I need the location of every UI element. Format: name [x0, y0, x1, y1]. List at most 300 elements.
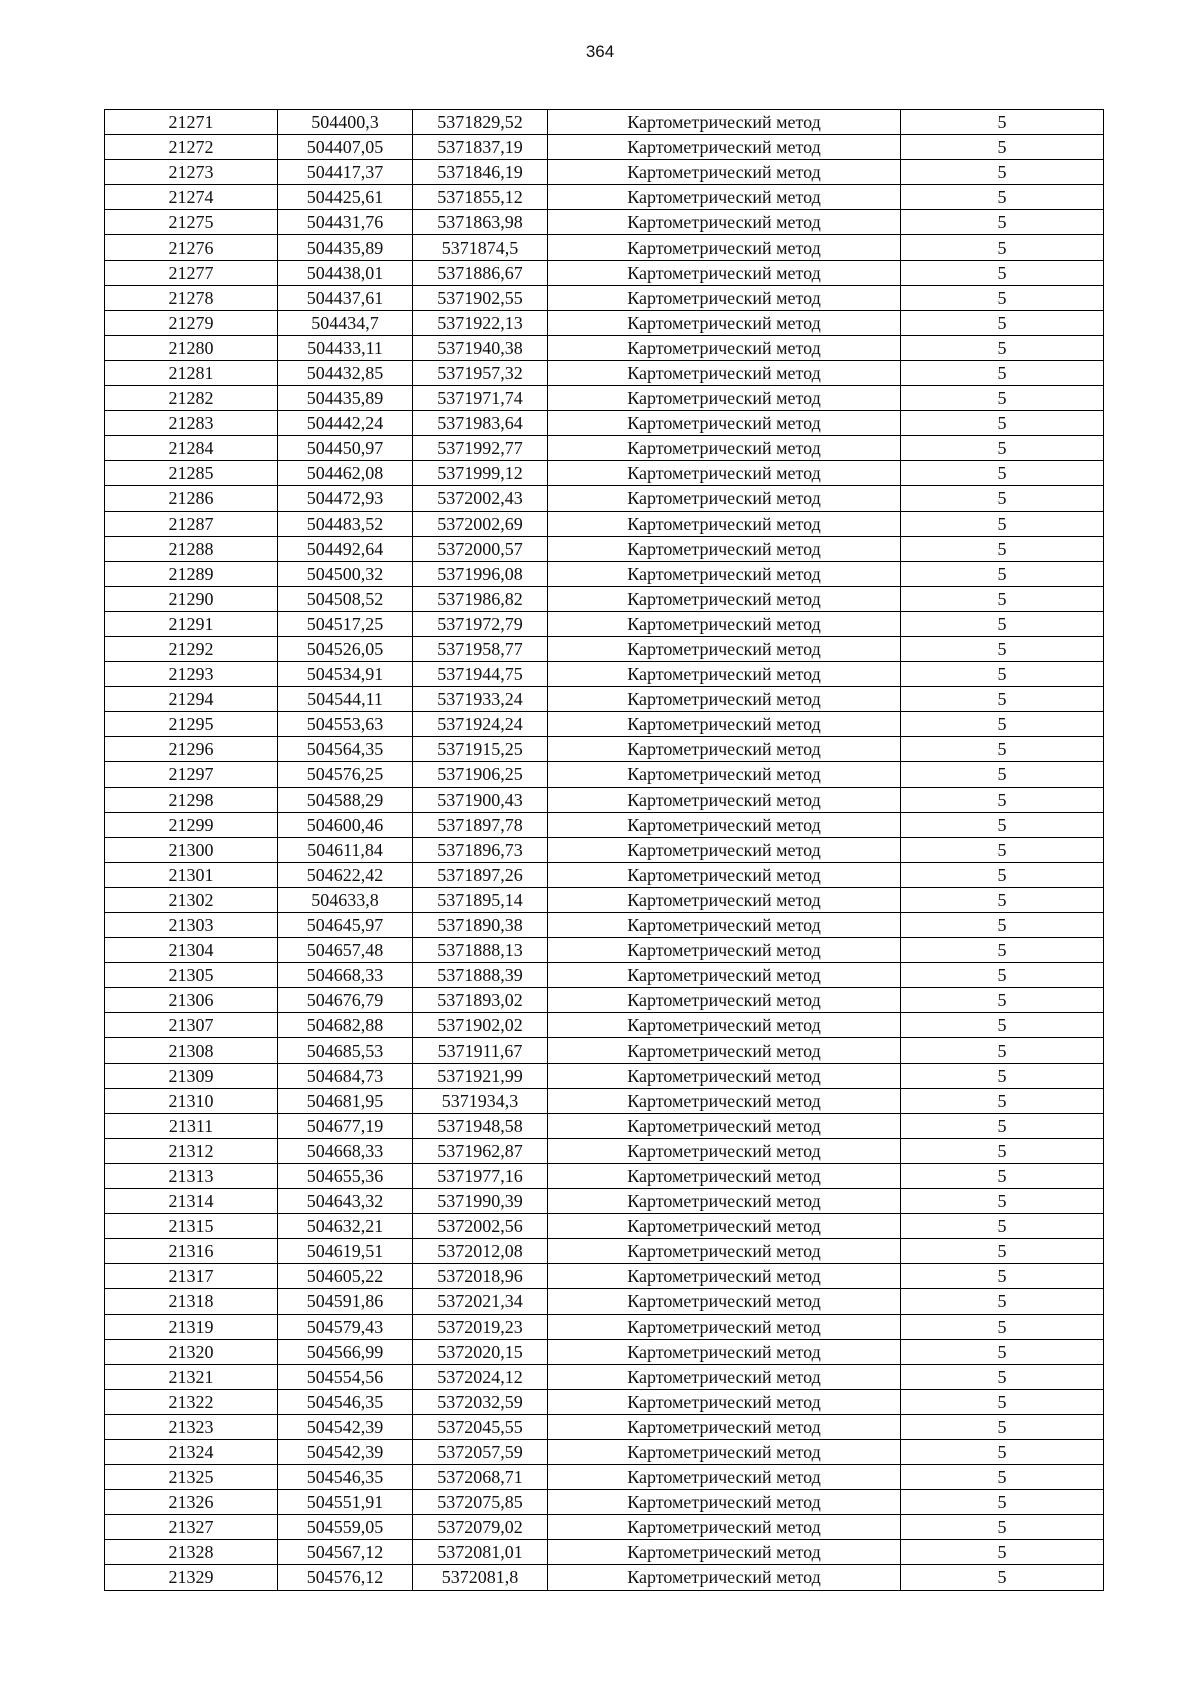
point-number-cell: 21284: [105, 436, 278, 461]
method-cell: Картометрический метод: [548, 1314, 901, 1339]
table-row: [105, 1189, 1104, 1214]
method-cell: Картометрический метод: [548, 411, 901, 436]
x-coordinate-cell: 504407,05: [278, 135, 413, 160]
x-coordinate-cell: 504400,3: [278, 110, 413, 135]
y-coordinate-cell: 5371996,08: [413, 561, 548, 586]
y-coordinate-cell: 5371992,77: [413, 436, 548, 461]
point-number-cell: 21313: [105, 1163, 278, 1188]
x-coordinate-cell: 504534,91: [278, 662, 413, 687]
x-coordinate-cell: 504434,7: [278, 310, 413, 335]
table-row: [105, 335, 1104, 360]
point-number-cell: 21300: [105, 837, 278, 862]
table-row: [105, 1490, 1104, 1515]
accuracy-cell: 5: [901, 1113, 1104, 1138]
point-number-cell: 21311: [105, 1113, 278, 1138]
y-coordinate-cell: 5372019,23: [413, 1314, 548, 1339]
point-number-cell: 21309: [105, 1063, 278, 1088]
accuracy-cell: 5: [901, 310, 1104, 335]
method-cell: Картометрический метод: [548, 762, 901, 787]
x-coordinate-cell: 504559,05: [278, 1515, 413, 1540]
method-cell: Картометрический метод: [548, 1264, 901, 1289]
table-row: [105, 135, 1104, 160]
table-row: [105, 110, 1104, 135]
point-number-cell: 21281: [105, 360, 278, 385]
accuracy-cell: 5: [901, 160, 1104, 185]
accuracy-cell: 5: [901, 837, 1104, 862]
accuracy-cell: 5: [901, 737, 1104, 762]
method-cell: Картометрический метод: [548, 185, 901, 210]
method-cell: Картометрический метод: [548, 1189, 901, 1214]
method-cell: Картометрический метод: [548, 335, 901, 360]
point-number-cell: 21273: [105, 160, 278, 185]
y-coordinate-cell: 5372018,96: [413, 1264, 548, 1289]
method-cell: Картометрический метод: [548, 561, 901, 586]
method-cell: Картометрический метод: [548, 611, 901, 636]
y-coordinate-cell: 5371837,19: [413, 135, 548, 160]
table-row: [105, 687, 1104, 712]
x-coordinate-cell: 504437,61: [278, 285, 413, 310]
point-number-cell: 21298: [105, 787, 278, 812]
y-coordinate-cell: 5372002,56: [413, 1214, 548, 1239]
x-coordinate-cell: 504591,86: [278, 1289, 413, 1314]
accuracy-cell: 5: [901, 812, 1104, 837]
table-row: [105, 812, 1104, 837]
accuracy-cell: 5: [901, 135, 1104, 160]
x-coordinate-cell: 504435,89: [278, 235, 413, 260]
x-coordinate-cell: 504546,35: [278, 1465, 413, 1490]
method-cell: Картометрический метод: [548, 260, 901, 285]
method-cell: Картометрический метод: [548, 687, 901, 712]
table-row: [105, 1314, 1104, 1339]
x-coordinate-cell: 504500,32: [278, 561, 413, 586]
table-row: [105, 185, 1104, 210]
y-coordinate-cell: 5371888,13: [413, 938, 548, 963]
point-number-cell: 21287: [105, 511, 278, 536]
point-number-cell: 21314: [105, 1189, 278, 1214]
x-coordinate-cell: 504611,84: [278, 837, 413, 862]
y-coordinate-cell: 5371986,82: [413, 586, 548, 611]
x-coordinate-cell: 504472,93: [278, 486, 413, 511]
accuracy-cell: 5: [901, 1189, 1104, 1214]
point-number-cell: 21320: [105, 1339, 278, 1364]
y-coordinate-cell: 5371863,98: [413, 210, 548, 235]
method-cell: Картометрический метод: [548, 160, 901, 185]
table-row: [105, 1465, 1104, 1490]
accuracy-cell: 5: [901, 1314, 1104, 1339]
y-coordinate-cell: 5372000,57: [413, 536, 548, 561]
y-coordinate-cell: 5371948,58: [413, 1113, 548, 1138]
accuracy-cell: 5: [901, 1138, 1104, 1163]
y-coordinate-cell: 5371958,77: [413, 636, 548, 661]
method-cell: Картометрический метод: [548, 135, 901, 160]
y-coordinate-cell: 5371921,99: [413, 1063, 548, 1088]
y-coordinate-cell: 5372081,01: [413, 1540, 548, 1565]
accuracy-cell: 5: [901, 1289, 1104, 1314]
x-coordinate-cell: 504425,61: [278, 185, 413, 210]
table-row: [105, 1013, 1104, 1038]
accuracy-cell: 5: [901, 561, 1104, 586]
y-coordinate-cell: 5371874,5: [413, 235, 548, 260]
accuracy-cell: 5: [901, 762, 1104, 787]
table-row: [105, 636, 1104, 661]
coordinates-table: [104, 109, 1104, 1591]
method-cell: Картометрический метод: [548, 787, 901, 812]
table-row: [105, 260, 1104, 285]
point-number-cell: 21306: [105, 988, 278, 1013]
method-cell: Картометрический метод: [548, 511, 901, 536]
accuracy-cell: 5: [901, 913, 1104, 938]
y-coordinate-cell: 5371900,43: [413, 787, 548, 812]
point-number-cell: 21293: [105, 662, 278, 687]
y-coordinate-cell: 5371944,75: [413, 662, 548, 687]
accuracy-cell: 5: [901, 611, 1104, 636]
x-coordinate-cell: 504668,33: [278, 1138, 413, 1163]
y-coordinate-cell: 5371922,13: [413, 310, 548, 335]
table-row: [105, 561, 1104, 586]
method-cell: Картометрический метод: [548, 436, 901, 461]
method-cell: Картометрический метод: [548, 1565, 901, 1590]
table-row: [105, 938, 1104, 963]
y-coordinate-cell: 5372057,59: [413, 1439, 548, 1464]
x-coordinate-cell: 504622,42: [278, 862, 413, 887]
table-row: [105, 360, 1104, 385]
point-number-cell: 21305: [105, 963, 278, 988]
method-cell: Картометрический метод: [548, 837, 901, 862]
point-number-cell: 21274: [105, 185, 278, 210]
point-number-cell: 21271: [105, 110, 278, 135]
table-row: [105, 486, 1104, 511]
accuracy-cell: 5: [901, 511, 1104, 536]
y-coordinate-cell: 5372024,12: [413, 1364, 548, 1389]
y-coordinate-cell: 5371895,14: [413, 887, 548, 912]
y-coordinate-cell: 5371902,55: [413, 285, 548, 310]
table-row: [105, 511, 1104, 536]
x-coordinate-cell: 504508,52: [278, 586, 413, 611]
method-cell: Картометрический метод: [548, 812, 901, 837]
accuracy-cell: 5: [901, 1540, 1104, 1565]
x-coordinate-cell: 504554,56: [278, 1364, 413, 1389]
point-number-cell: 21296: [105, 737, 278, 762]
x-coordinate-cell: 504579,43: [278, 1314, 413, 1339]
table-row: [105, 1389, 1104, 1414]
point-number-cell: 21321: [105, 1364, 278, 1389]
x-coordinate-cell: 504462,08: [278, 461, 413, 486]
point-number-cell: 21325: [105, 1465, 278, 1490]
table-row: [105, 1239, 1104, 1264]
accuracy-cell: 5: [901, 887, 1104, 912]
table-row: [105, 411, 1104, 436]
accuracy-cell: 5: [901, 662, 1104, 687]
method-cell: Картометрический метод: [548, 712, 901, 737]
method-cell: Картометрический метод: [548, 1138, 901, 1163]
method-cell: Картометрический метод: [548, 1163, 901, 1188]
method-cell: Картометрический метод: [548, 938, 901, 963]
table-row: [105, 837, 1104, 862]
table-row: [105, 611, 1104, 636]
accuracy-cell: 5: [901, 1439, 1104, 1464]
y-coordinate-cell: 5372021,34: [413, 1289, 548, 1314]
point-number-cell: 21288: [105, 536, 278, 561]
accuracy-cell: 5: [901, 862, 1104, 887]
x-coordinate-cell: 504655,36: [278, 1163, 413, 1188]
y-coordinate-cell: 5372068,71: [413, 1465, 548, 1490]
x-coordinate-cell: 504619,51: [278, 1239, 413, 1264]
y-coordinate-cell: 5371972,79: [413, 611, 548, 636]
x-coordinate-cell: 504483,52: [278, 511, 413, 536]
point-number-cell: 21304: [105, 938, 278, 963]
point-number-cell: 21280: [105, 335, 278, 360]
table-row: [105, 210, 1104, 235]
method-cell: Картометрический метод: [548, 360, 901, 385]
y-coordinate-cell: 5371957,32: [413, 360, 548, 385]
point-number-cell: 21308: [105, 1038, 278, 1063]
point-number-cell: 21329: [105, 1565, 278, 1590]
point-number-cell: 21301: [105, 862, 278, 887]
point-number-cell: 21312: [105, 1138, 278, 1163]
accuracy-cell: 5: [901, 1038, 1104, 1063]
x-coordinate-cell: 504551,91: [278, 1490, 413, 1515]
y-coordinate-cell: 5371897,78: [413, 812, 548, 837]
accuracy-cell: 5: [901, 335, 1104, 360]
point-number-cell: 21279: [105, 310, 278, 335]
y-coordinate-cell: 5371934,3: [413, 1088, 548, 1113]
y-coordinate-cell: 5371902,02: [413, 1013, 548, 1038]
table-row: [105, 1214, 1104, 1239]
method-cell: Картометрический метод: [548, 1540, 901, 1565]
accuracy-cell: 5: [901, 1264, 1104, 1289]
x-coordinate-cell: 504682,88: [278, 1013, 413, 1038]
x-coordinate-cell: 504605,22: [278, 1264, 413, 1289]
table-row: [105, 1515, 1104, 1540]
method-cell: Картометрический метод: [548, 662, 901, 687]
y-coordinate-cell: 5371893,02: [413, 988, 548, 1013]
y-coordinate-cell: 5371846,19: [413, 160, 548, 185]
accuracy-cell: 5: [901, 1163, 1104, 1188]
accuracy-cell: 5: [901, 1339, 1104, 1364]
y-coordinate-cell: 5371829,52: [413, 110, 548, 135]
x-coordinate-cell: 504432,85: [278, 360, 413, 385]
method-cell: Картометрический метод: [548, 1063, 901, 1088]
y-coordinate-cell: 5372020,15: [413, 1339, 548, 1364]
point-number-cell: 21277: [105, 260, 278, 285]
x-coordinate-cell: 504676,79: [278, 988, 413, 1013]
x-coordinate-cell: 504517,25: [278, 611, 413, 636]
y-coordinate-cell: 5371896,73: [413, 837, 548, 862]
method-cell: Картометрический метод: [548, 1088, 901, 1113]
x-coordinate-cell: 504645,97: [278, 913, 413, 938]
point-number-cell: 21295: [105, 712, 278, 737]
coordinates-table-body: [105, 110, 1104, 1591]
accuracy-cell: 5: [901, 461, 1104, 486]
method-cell: Картометрический метод: [548, 461, 901, 486]
accuracy-cell: 5: [901, 636, 1104, 661]
table-row: [105, 712, 1104, 737]
x-coordinate-cell: 504433,11: [278, 335, 413, 360]
method-cell: Картометрический метод: [548, 1339, 901, 1364]
method-cell: Картометрический метод: [548, 1465, 901, 1490]
table-row: [105, 1038, 1104, 1063]
point-number-cell: 21307: [105, 1013, 278, 1038]
method-cell: Картометрический метод: [548, 963, 901, 988]
x-coordinate-cell: 504681,95: [278, 1088, 413, 1113]
table-row: [105, 1163, 1104, 1188]
method-cell: Картометрический метод: [548, 110, 901, 135]
x-coordinate-cell: 504435,89: [278, 386, 413, 411]
x-coordinate-cell: 504553,63: [278, 712, 413, 737]
accuracy-cell: 5: [901, 210, 1104, 235]
method-cell: Картометрический метод: [548, 1214, 901, 1239]
method-cell: Картометрический метод: [548, 913, 901, 938]
table-row: [105, 1264, 1104, 1289]
y-coordinate-cell: 5371886,67: [413, 260, 548, 285]
accuracy-cell: 5: [901, 1490, 1104, 1515]
method-cell: Картометрический метод: [548, 988, 901, 1013]
method-cell: Картометрический метод: [548, 1289, 901, 1314]
page-number: 364: [585, 42, 615, 61]
point-number-cell: 21290: [105, 586, 278, 611]
y-coordinate-cell: 5371971,74: [413, 386, 548, 411]
table-row: [105, 536, 1104, 561]
point-number-cell: 21322: [105, 1389, 278, 1414]
table-row: [105, 1414, 1104, 1439]
table-row: [105, 737, 1104, 762]
point-number-cell: 21299: [105, 812, 278, 837]
y-coordinate-cell: 5372032,59: [413, 1389, 548, 1414]
y-coordinate-cell: 5371999,12: [413, 461, 548, 486]
method-cell: Картометрический метод: [548, 1364, 901, 1389]
x-coordinate-cell: 504588,29: [278, 787, 413, 812]
y-coordinate-cell: 5371897,26: [413, 862, 548, 887]
method-cell: Картометрический метод: [548, 1113, 901, 1138]
y-coordinate-cell: 5372045,55: [413, 1414, 548, 1439]
x-coordinate-cell: 504567,12: [278, 1540, 413, 1565]
point-number-cell: 21282: [105, 386, 278, 411]
point-number-cell: 21286: [105, 486, 278, 511]
y-coordinate-cell: 5371977,16: [413, 1163, 548, 1188]
table-row: [105, 1113, 1104, 1138]
accuracy-cell: 5: [901, 536, 1104, 561]
method-cell: Картометрический метод: [548, 862, 901, 887]
accuracy-cell: 5: [901, 988, 1104, 1013]
accuracy-cell: 5: [901, 235, 1104, 260]
point-number-cell: 21326: [105, 1490, 278, 1515]
y-coordinate-cell: 5372012,08: [413, 1239, 548, 1264]
accuracy-cell: 5: [901, 1088, 1104, 1113]
x-coordinate-cell: 504492,64: [278, 536, 413, 561]
x-coordinate-cell: 504544,11: [278, 687, 413, 712]
point-number-cell: 21297: [105, 762, 278, 787]
y-coordinate-cell: 5371906,25: [413, 762, 548, 787]
point-number-cell: 21328: [105, 1540, 278, 1565]
table-row: [105, 1138, 1104, 1163]
table-row: [105, 285, 1104, 310]
accuracy-cell: 5: [901, 712, 1104, 737]
y-coordinate-cell: 5371933,24: [413, 687, 548, 712]
point-number-cell: 21318: [105, 1289, 278, 1314]
x-coordinate-cell: 504542,39: [278, 1439, 413, 1464]
point-number-cell: 21310: [105, 1088, 278, 1113]
method-cell: Картометрический метод: [548, 586, 901, 611]
accuracy-cell: 5: [901, 1465, 1104, 1490]
method-cell: Картометрический метод: [548, 1439, 901, 1464]
x-coordinate-cell: 504526,05: [278, 636, 413, 661]
point-number-cell: 21285: [105, 461, 278, 486]
point-number-cell: 21303: [105, 913, 278, 938]
accuracy-cell: 5: [901, 1364, 1104, 1389]
point-number-cell: 21291: [105, 611, 278, 636]
x-coordinate-cell: 504450,97: [278, 436, 413, 461]
y-coordinate-cell: 5372081,8: [413, 1565, 548, 1590]
x-coordinate-cell: 504643,32: [278, 1189, 413, 1214]
accuracy-cell: 5: [901, 938, 1104, 963]
accuracy-cell: 5: [901, 185, 1104, 210]
table-row: [105, 586, 1104, 611]
y-coordinate-cell: 5372075,85: [413, 1490, 548, 1515]
method-cell: Картометрический метод: [548, 887, 901, 912]
table-row: [105, 436, 1104, 461]
table-row: [105, 862, 1104, 887]
point-number-cell: 21323: [105, 1414, 278, 1439]
table-row: [105, 1565, 1104, 1590]
accuracy-cell: 5: [901, 486, 1104, 511]
point-number-cell: 21272: [105, 135, 278, 160]
y-coordinate-cell: 5371924,24: [413, 712, 548, 737]
table-row: [105, 461, 1104, 486]
point-number-cell: 21327: [105, 1515, 278, 1540]
point-number-cell: 21276: [105, 235, 278, 260]
point-number-cell: 21292: [105, 636, 278, 661]
accuracy-cell: 5: [901, 963, 1104, 988]
x-coordinate-cell: 504546,35: [278, 1389, 413, 1414]
accuracy-cell: 5: [901, 1565, 1104, 1590]
method-cell: Картометрический метод: [548, 1414, 901, 1439]
method-cell: Картометрический метод: [548, 235, 901, 260]
y-coordinate-cell: 5371915,25: [413, 737, 548, 762]
y-coordinate-cell: 5371888,39: [413, 963, 548, 988]
table-row: [105, 1289, 1104, 1314]
x-coordinate-cell: 504685,53: [278, 1038, 413, 1063]
x-coordinate-cell: 504442,24: [278, 411, 413, 436]
accuracy-cell: 5: [901, 687, 1104, 712]
accuracy-cell: 5: [901, 586, 1104, 611]
table-row: [105, 913, 1104, 938]
table-row: [105, 310, 1104, 335]
y-coordinate-cell: 5371983,64: [413, 411, 548, 436]
point-number-cell: 21278: [105, 285, 278, 310]
method-cell: Картометрический метод: [548, 1515, 901, 1540]
method-cell: Картометрический метод: [548, 486, 901, 511]
table-row: [105, 887, 1104, 912]
accuracy-cell: 5: [901, 360, 1104, 385]
method-cell: Картометрический метод: [548, 210, 901, 235]
method-cell: Картометрический метод: [548, 737, 901, 762]
point-number-cell: 21289: [105, 561, 278, 586]
x-coordinate-cell: 504633,8: [278, 887, 413, 912]
table-row: [105, 1540, 1104, 1565]
accuracy-cell: 5: [901, 285, 1104, 310]
y-coordinate-cell: 5371855,12: [413, 185, 548, 210]
y-coordinate-cell: 5372002,43: [413, 486, 548, 511]
x-coordinate-cell: 504600,46: [278, 812, 413, 837]
y-coordinate-cell: 5371911,67: [413, 1038, 548, 1063]
accuracy-cell: 5: [901, 110, 1104, 135]
table-row: [105, 988, 1104, 1013]
point-number-cell: 21315: [105, 1214, 278, 1239]
x-coordinate-cell: 504668,33: [278, 963, 413, 988]
table-row: [105, 235, 1104, 260]
x-coordinate-cell: 504576,12: [278, 1565, 413, 1590]
method-cell: Картометрический метод: [548, 536, 901, 561]
